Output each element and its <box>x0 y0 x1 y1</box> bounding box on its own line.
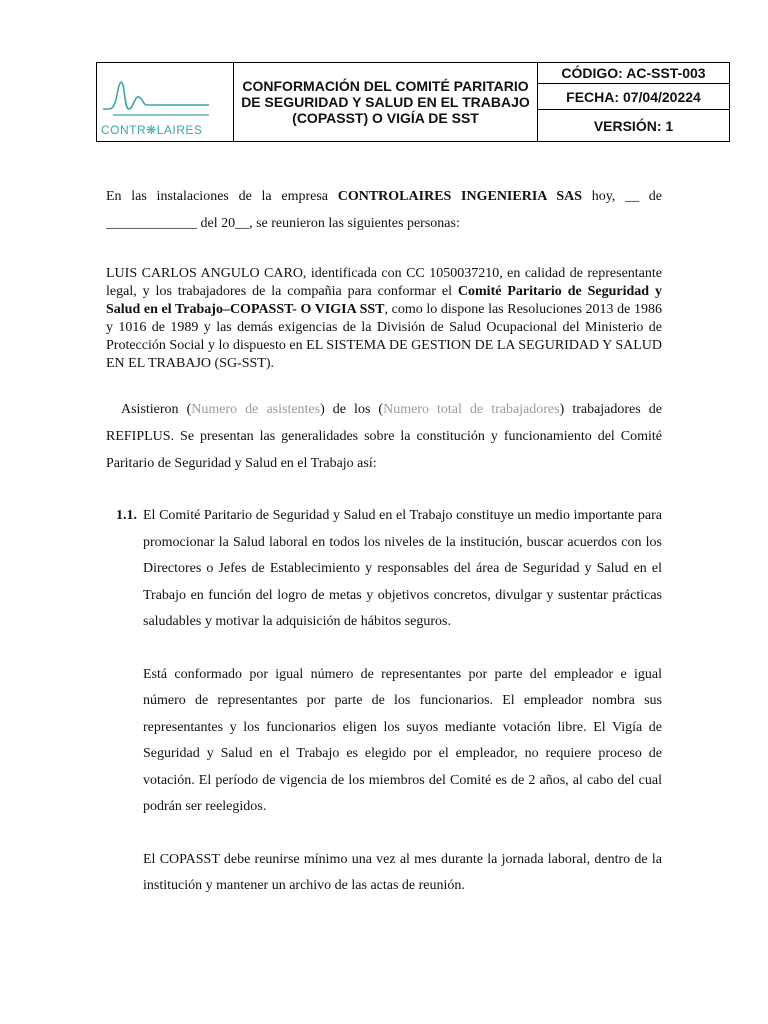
section-body <box>143 503 662 926</box>
pulse-wave-icon <box>101 75 211 121</box>
section-paragraph: Está conformado por igual número de representantes por parte del empleador e igual número de representantes por parte de los funcionarios. El empleador nombra sus representantes y los funcionarios eligen los suyos mediante votación libre. El Vigía de Seguridad y Salud en el Trabajo es elegido por el empleador, no requiere proceso de votación. El período de vigencia de los miembros del Comité es de 2 años, al cabo del cual podrán ser reelegidos. <box>143 666 662 814</box>
intro-text: En las instalaciones de la empresa <box>106 189 338 204</box>
attendees-placeholder[interactable]: Numero de asistentes <box>191 402 321 417</box>
intro-paragraph <box>106 183 662 237</box>
document-code: CÓDIGO: AC-SST-003 <box>538 63 729 84</box>
list-item <box>116 503 662 926</box>
attendance-paragraph <box>106 396 662 477</box>
section-list <box>116 503 662 926</box>
document-version: VERSIÓN: 1 <box>593 117 674 134</box>
legal-text-end: , como lo dispone las Resoluciones 2013 de 1986 y 1016 de 1989 y las demás exigencias de la División de Salud Ocupacional del Ministerio de Protección Social y lo dispuesto en EL SISTEMA DE GESTION DE LA SEGURIDAD Y SALUD EN EL TRABAJO (SG-SST). <box>106 302 662 371</box>
company-logo <box>97 63 234 141</box>
logo-text: CONTR❋LAIRES <box>101 123 203 137</box>
section-paragraph: El Comité Paritario de Seguridad y Salud en el Trabajo constituye un medio importante para promocionar la Salud laboral en todos los niveles de la institución, buscar acuerdos con los Directores o Jefes de Establecimiento y responsables del área de Seguridad y Salud en el Trabajo en función del logro de metas y objetivos concretos, divulgar y sustentar prácticas saludables y motivar la adquisición de hábitos seguros. <box>143 508 662 629</box>
document-header <box>96 62 730 142</box>
total-workers-placeholder[interactable]: Numero total de trabajadores <box>383 402 560 417</box>
document-date: FECHA: 07/04/20224 <box>538 84 729 110</box>
company-name: CONTROLAIRES INGENIERIA SAS <box>337 189 583 204</box>
section-number: 1.1. <box>116 508 137 523</box>
attendance-text-end: ) trabajadores de REFIPLUS. Se presentan las generalidades sobre la constitución y funcionamiento del Comité Paritario de Seguridad y Salud en el Trabajo así: <box>106 402 662 471</box>
section-paragraph: El COPASST debe reunirse mínimo una vez al mes durante la jornada laboral, dentro de la institución y mantener un archivo de las actas de reunión. <box>143 851 662 893</box>
document-title: CONFORMACIÓN DEL COMITÉ PARITARIO DE SEGURIDAD Y SALUD EN EL TRABAJO (COPASST) O VIGÍA DE SST <box>234 63 538 141</box>
attendance-text-mid: ) de los ( <box>320 402 384 417</box>
committee-name: Comité Paritario de Seguridad y Salud en el Trabajo–COPASST- O VIGIA SST <box>106 284 663 317</box>
intro-date-text: hoy, __ de _____________ del 20__, se reunieron las siguientes personas: <box>106 189 663 231</box>
attendance-text: Asistieron ( <box>121 402 192 417</box>
legal-paragraph <box>106 265 662 373</box>
legal-text: LUIS CARLOS ANGULO CARO, identificada con CC 1050037210, en calidad de representante legal, y los trabajadores de la compañia para conformar el <box>106 266 662 299</box>
document-meta <box>538 63 729 141</box>
